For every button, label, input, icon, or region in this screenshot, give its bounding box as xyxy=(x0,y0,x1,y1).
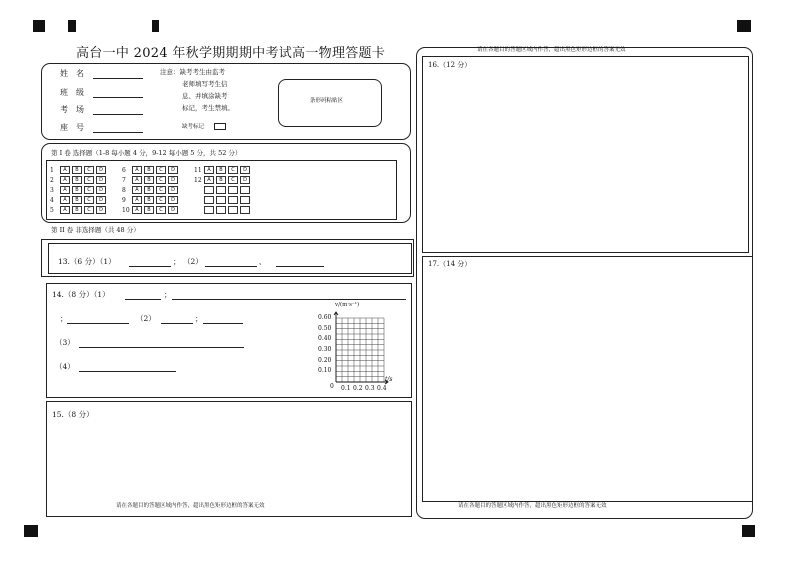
mc-option-bubble[interactable]: C xyxy=(156,176,166,184)
q16-box xyxy=(422,56,749,253)
mc-question-number: 4 xyxy=(50,196,54,204)
mc-option-bubble[interactable]: A xyxy=(204,166,214,174)
mc-option-bubble[interactable]: D xyxy=(240,176,250,184)
mc-option-bubble[interactable]: D xyxy=(168,166,178,174)
q14-part4: （4） xyxy=(55,362,75,371)
mc-option-bubble[interactable]: A xyxy=(60,196,70,204)
notice-line-3: 息、并填涂缺考 xyxy=(182,92,228,100)
position-mark-top-left-1 xyxy=(33,20,45,32)
q14-part2: （2） xyxy=(136,314,156,323)
mc-question-number: 11 xyxy=(194,166,202,174)
mc-option-bubble[interactable]: A xyxy=(204,176,214,184)
mc-question-number: 7 xyxy=(122,176,126,184)
mc-option-bubble[interactable]: C xyxy=(156,166,166,174)
mc-option-bubble[interactable] xyxy=(228,186,238,194)
q14-sep2: ； xyxy=(195,314,203,323)
mc-option-bubble[interactable]: A xyxy=(60,206,70,214)
q14-answer-1a[interactable] xyxy=(125,299,161,300)
mc-option-bubble[interactable]: C xyxy=(84,186,94,194)
mc-question-row xyxy=(194,176,252,185)
mc-option-bubble[interactable]: B xyxy=(72,166,82,174)
absent-mark-label: 缺考标记 xyxy=(182,124,205,130)
notice-line-1: 注意：缺考考生由监考 xyxy=(160,68,225,76)
mc-option-bubble[interactable]: C xyxy=(84,206,94,214)
section1-title: 第 I 卷 选择题（1-8 每小题 4 分，9-12 每小题 5 分，共 52 分） xyxy=(51,149,242,157)
mc-option-bubble[interactable]: A xyxy=(132,206,142,214)
mc-option-bubble[interactable]: D xyxy=(168,196,178,204)
mc-option-bubble[interactable]: A xyxy=(60,166,70,174)
q16-label: 16.（12 分） xyxy=(428,61,472,69)
mc-option-bubble[interactable]: B xyxy=(216,176,226,184)
graph-ytick-label: 0.60 xyxy=(318,314,332,321)
section2-title: 第 II 卷 非选择题（共 48 分） xyxy=(51,226,140,234)
mc-option-bubble[interactable]: B xyxy=(144,206,154,214)
mc-option-bubble[interactable] xyxy=(204,186,214,194)
page-title: 高台一中 2024 年秋学期期期中考试高一物理答题卡 xyxy=(76,46,386,61)
graph-origin: 0 xyxy=(330,383,334,390)
q14-answer-2a[interactable] xyxy=(161,323,193,324)
absent-mark-box[interactable] xyxy=(214,123,226,130)
q14-label: 14.（8 分）（1） xyxy=(52,290,110,299)
mc-option-bubble[interactable]: A xyxy=(132,176,142,184)
mc-question-number: 6 xyxy=(122,166,126,174)
mc-option-bubble[interactable] xyxy=(204,196,214,204)
mc-option-bubble[interactable] xyxy=(240,196,250,204)
mc-question-row xyxy=(194,206,252,215)
field-room-input[interactable] xyxy=(93,114,143,115)
mc-question-row xyxy=(122,176,180,185)
position-mark-top-left-3 xyxy=(152,20,159,32)
mc-question-row xyxy=(122,186,180,195)
q14-answer-2b[interactable] xyxy=(203,323,243,324)
mc-question-row xyxy=(50,206,108,215)
barcode-label: 条形码粘贴区 xyxy=(310,98,344,104)
mc-option-bubble[interactable] xyxy=(204,206,214,214)
mc-question-row xyxy=(194,166,252,175)
q13-sep2: 、 xyxy=(259,257,267,266)
mc-option-bubble[interactable]: D xyxy=(96,186,106,194)
notice-line-4: 标记，考生禁填。 xyxy=(182,104,234,112)
graph-ytick-label: 0.50 xyxy=(318,324,332,332)
mc-question-row xyxy=(50,196,108,205)
field-room-label: 考 场 xyxy=(60,105,84,114)
mc-option-bubble[interactable] xyxy=(216,206,226,214)
graph-xtick-label: 0.2 xyxy=(353,385,363,392)
graph-ytick-label: 0.40 xyxy=(318,335,332,343)
mc-question-number: 10 xyxy=(122,206,130,214)
position-mark-bottom-left xyxy=(24,525,38,537)
notice-line-2: 老师填写考生信 xyxy=(182,80,228,88)
mc-question-row xyxy=(194,196,252,205)
q14-answer-4[interactable] xyxy=(79,371,176,372)
graph-ytick-label: 0.20 xyxy=(318,356,332,364)
mc-option-bubble[interactable]: A xyxy=(60,186,70,194)
q13-answer-2[interactable] xyxy=(205,266,257,267)
mc-question-row xyxy=(50,186,108,195)
field-name-label: 姓 名 xyxy=(60,69,84,78)
mc-option-bubble[interactable]: B xyxy=(72,176,82,184)
bottom-left-notice: 请在各题目的答题区域内作答，超出黑色矩形边框的答案无效 xyxy=(116,503,265,509)
q13-answer-1[interactable] xyxy=(129,266,171,267)
mc-question-number: 1 xyxy=(50,166,54,174)
mc-question-row xyxy=(50,166,108,175)
mc-question-row xyxy=(194,186,252,195)
mc-option-bubble[interactable]: D xyxy=(96,206,106,214)
q14-answer-3[interactable] xyxy=(79,347,244,348)
mc-option-bubble[interactable]: C xyxy=(156,196,166,204)
mc-option-bubble[interactable] xyxy=(228,196,238,204)
mc-option-bubble[interactable]: D xyxy=(96,196,106,204)
mc-question-number: 12 xyxy=(194,176,202,184)
mc-option-bubble[interactable]: B xyxy=(144,186,154,194)
q13-part2: （2） xyxy=(183,257,203,266)
graph-ytick-label: 0.30 xyxy=(318,346,332,353)
top-right-notice: 请在各题目的答题区域内作答，超出黑色矩形边框的答案无效 xyxy=(477,47,626,53)
position-mark-top-left-2 xyxy=(68,20,76,32)
mc-option-bubble[interactable]: D xyxy=(96,176,106,184)
q13-sep1: ； xyxy=(173,257,181,266)
mc-option-bubble[interactable]: D xyxy=(168,206,178,214)
q15-label: 15.（8 分） xyxy=(52,410,94,419)
mc-option-bubble[interactable]: B xyxy=(72,196,82,204)
mc-question-number: 2 xyxy=(50,176,54,184)
field-class-label: 班 级 xyxy=(60,88,84,97)
mc-question-number: 3 xyxy=(50,186,54,194)
mc-option-bubble[interactable] xyxy=(228,206,238,214)
mc-option-bubble[interactable]: B xyxy=(144,166,154,174)
mc-option-bubble[interactable]: C xyxy=(84,166,94,174)
q13-label: 13.（6 分）（1） xyxy=(58,257,116,266)
field-seat-label: 座 号 xyxy=(60,123,84,132)
graph-xlabel: t/s xyxy=(385,376,393,383)
q17-box xyxy=(422,256,753,502)
mc-option-bubble[interactable]: D xyxy=(168,176,178,184)
mc-option-bubble[interactable]: C xyxy=(84,196,94,204)
mc-question-row xyxy=(122,206,180,215)
position-mark-top-right xyxy=(737,20,751,32)
mc-option-bubble[interactable]: B xyxy=(72,206,82,214)
mc-option-bubble[interactable]: B xyxy=(216,166,226,174)
mc-option-bubble[interactable] xyxy=(240,206,250,214)
mc-option-bubble[interactable]: A xyxy=(132,196,142,204)
mc-option-bubble[interactable] xyxy=(216,196,226,204)
bottom-right-notice: 请在各题目的答题区域内作答，超出黑色矩形边框的答案无效 xyxy=(458,503,607,509)
graph-xtick-label: 0.4 xyxy=(377,385,387,392)
q17-label: 17.（14 分） xyxy=(428,260,472,268)
mc-option-bubble[interactable]: D xyxy=(240,166,250,174)
graph-ytick-label: 0.10 xyxy=(318,367,332,375)
q15-box xyxy=(46,401,412,517)
mc-option-bubble[interactable]: B xyxy=(144,176,154,184)
field-seat-input[interactable] xyxy=(93,132,143,133)
mc-option-bubble[interactable]: B xyxy=(144,196,154,204)
q13-answer-3[interactable] xyxy=(276,266,324,267)
mc-option-bubble[interactable]: C xyxy=(156,206,166,214)
q14-line2-prefix: ； xyxy=(60,314,68,323)
q14-part3: （3） xyxy=(55,338,75,347)
mc-option-bubble[interactable]: A xyxy=(132,166,142,174)
q14-answer-1b[interactable] xyxy=(172,299,406,300)
mc-option-bubble[interactable] xyxy=(216,186,226,194)
mc-option-bubble[interactable]: D xyxy=(96,166,106,174)
mc-question-number: 8 xyxy=(122,186,126,194)
mc-question-row xyxy=(122,196,180,205)
field-class-input[interactable] xyxy=(93,97,143,98)
graph-xtick-label: 0.1 xyxy=(341,385,351,392)
mc-option-bubble[interactable]: B xyxy=(72,186,82,194)
mc-question-number: 9 xyxy=(122,196,126,204)
mc-option-bubble[interactable] xyxy=(240,186,250,194)
mc-question-row xyxy=(122,166,180,175)
mc-option-bubble[interactable]: C xyxy=(156,186,166,194)
mc-question-row xyxy=(50,176,108,185)
mc-option-bubble[interactable]: D xyxy=(168,186,178,194)
q14-answer-1c[interactable] xyxy=(67,323,129,324)
graph-ylabel: v/(m·s⁻¹) xyxy=(335,302,360,308)
mc-option-bubble[interactable]: C xyxy=(228,166,238,174)
mc-option-bubble[interactable]: A xyxy=(60,176,70,184)
position-mark-bottom-right xyxy=(742,525,755,537)
mc-option-bubble[interactable]: A xyxy=(132,186,142,194)
mc-question-number: 5 xyxy=(50,206,54,214)
mc-option-bubble[interactable]: C xyxy=(84,176,94,184)
q14-sep1: ； xyxy=(164,290,172,299)
field-name-input[interactable] xyxy=(93,78,143,79)
mc-option-bubble[interactable]: C xyxy=(228,176,238,184)
graph-xtick-label: 0.3 xyxy=(365,385,375,392)
